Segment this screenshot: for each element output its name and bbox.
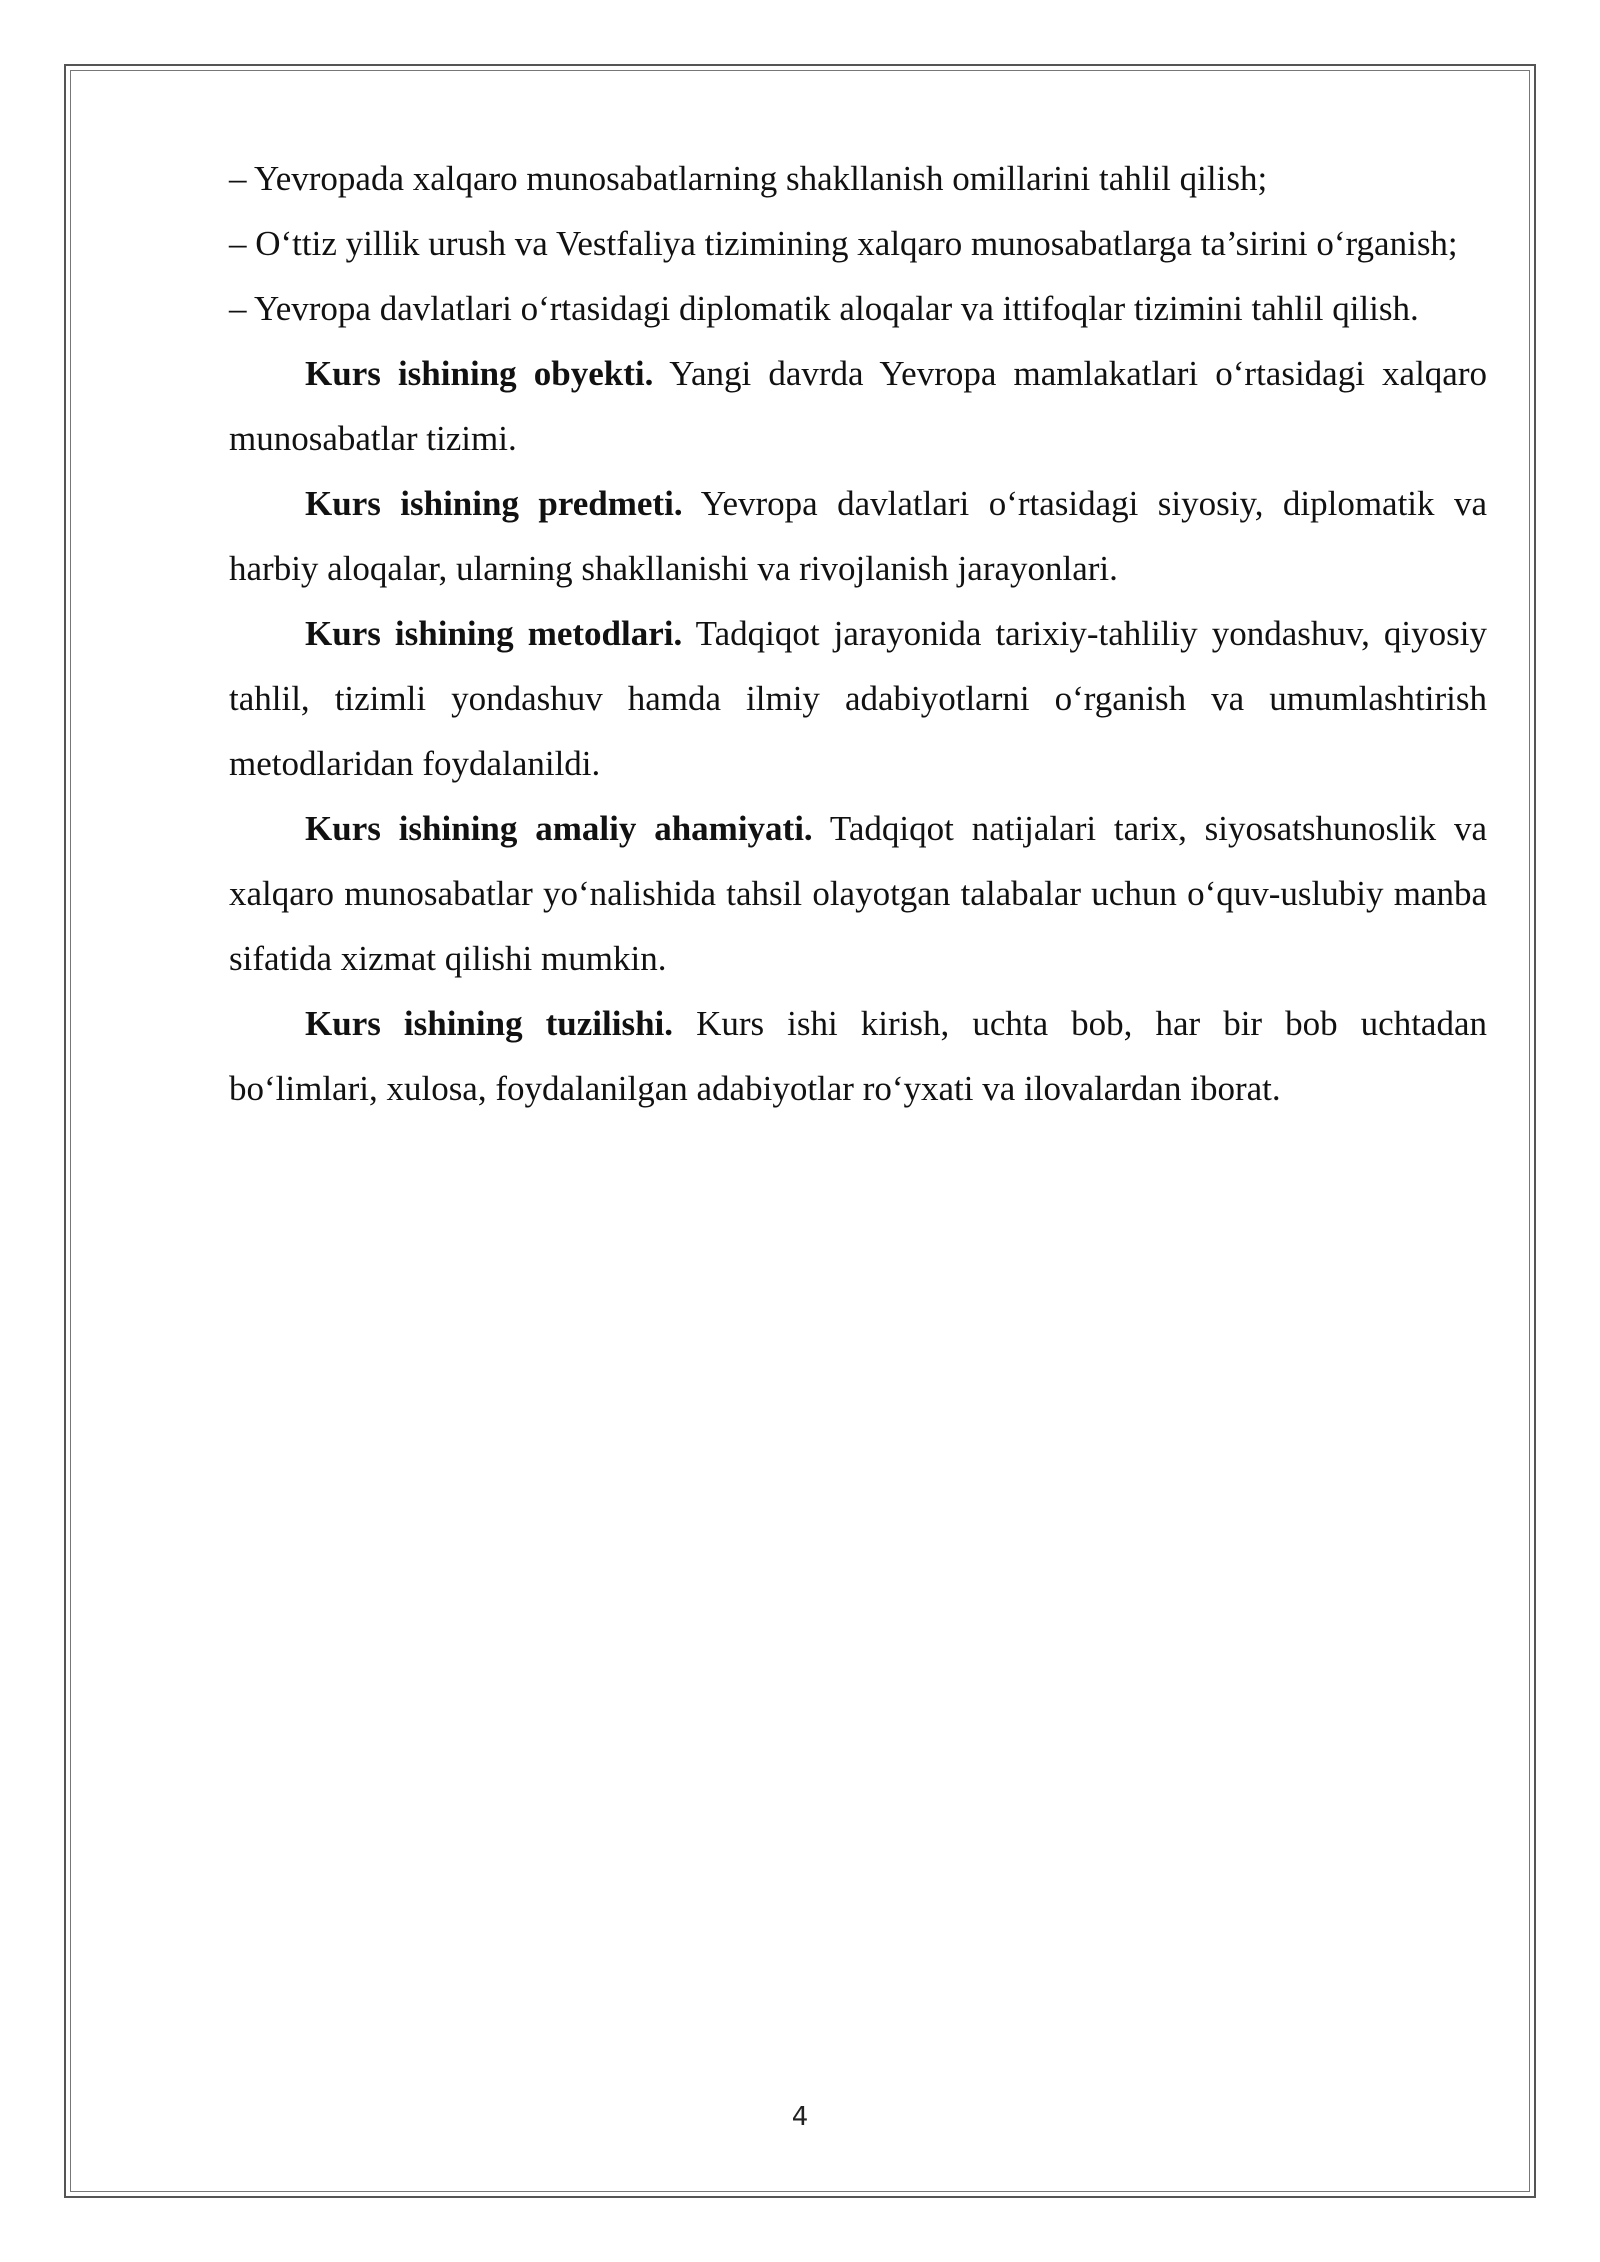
section-structure-text: Kurs ishi kirish, uchta bob, har bir bob uchtadan bo‘limlari, xulosa, foydalanilgan adabiyotlar ro‘yxati va ilovalardan iborat. — [229, 1004, 1488, 1108]
section-practical-significance-heading: Kurs ishining amaliy ahamiyati. — [305, 809, 813, 848]
page-number: 4 — [791, 2102, 809, 2132]
section-structure-heading: Kurs ishining tuzilishi. — [305, 1004, 674, 1043]
section-methods-text: Tadqiqot jarayonida tarixiy-tahliliy yondashuv, qiyosiy tahlil, tizimli yondashuv hamda ilmiy adabiyotlarni o‘rganish va umumlashtirish metodlaridan foydalanildi. — [229, 614, 1487, 783]
section-practical-significance-text: Tadqiqot natijalari tarix, siyosatshunoslik va xalqaro munosabatlar yo‘nalishida tahsil olayotgan talabalar uchun o‘quv-uslubiy manba sifatida xizmat qilishi mumkin. — [229, 809, 1487, 978]
section-subject-text: Yevropa davlatlari o‘rtasidagi siyosiy, diplomatik va harbiy aloqalar, ularning shakllanishi va rivojlanish jarayonlari. — [229, 484, 1487, 588]
section-object — [229, 341, 1487, 471]
section-methods — [229, 601, 1487, 796]
task-bullet-2: – O‘ttiz yillik urush va Vestfaliya tizimining xalqaro munosabatlarga ta’sirini o‘rganish; — [229, 224, 1458, 263]
section-subject — [229, 471, 1487, 601]
section-practical-significance — [229, 796, 1487, 991]
section-structure — [229, 991, 1487, 1121]
document-body — [229, 146, 1487, 1121]
section-object-text: Yangi davrda Yevropa mamlakatlari o‘rtasidagi xalqaro munosabatlar tizimi. — [229, 354, 1487, 458]
section-subject-heading: Kurs ishining predmeti. — [305, 484, 683, 523]
task-bullet-3: – Yevropa davlatlari o‘rtasidagi diplomatik aloqalar va ittifoqlar tizimini tahlil qilish. — [229, 289, 1419, 328]
section-methods-heading: Kurs ishining metodlari. — [305, 614, 683, 653]
task-bullet-1: – Yevropada xalqaro munosabatlarning shakllanish omillarini tahlil qilish; — [229, 159, 1268, 198]
section-object-heading: Kurs ishining obyekti. — [305, 354, 654, 393]
